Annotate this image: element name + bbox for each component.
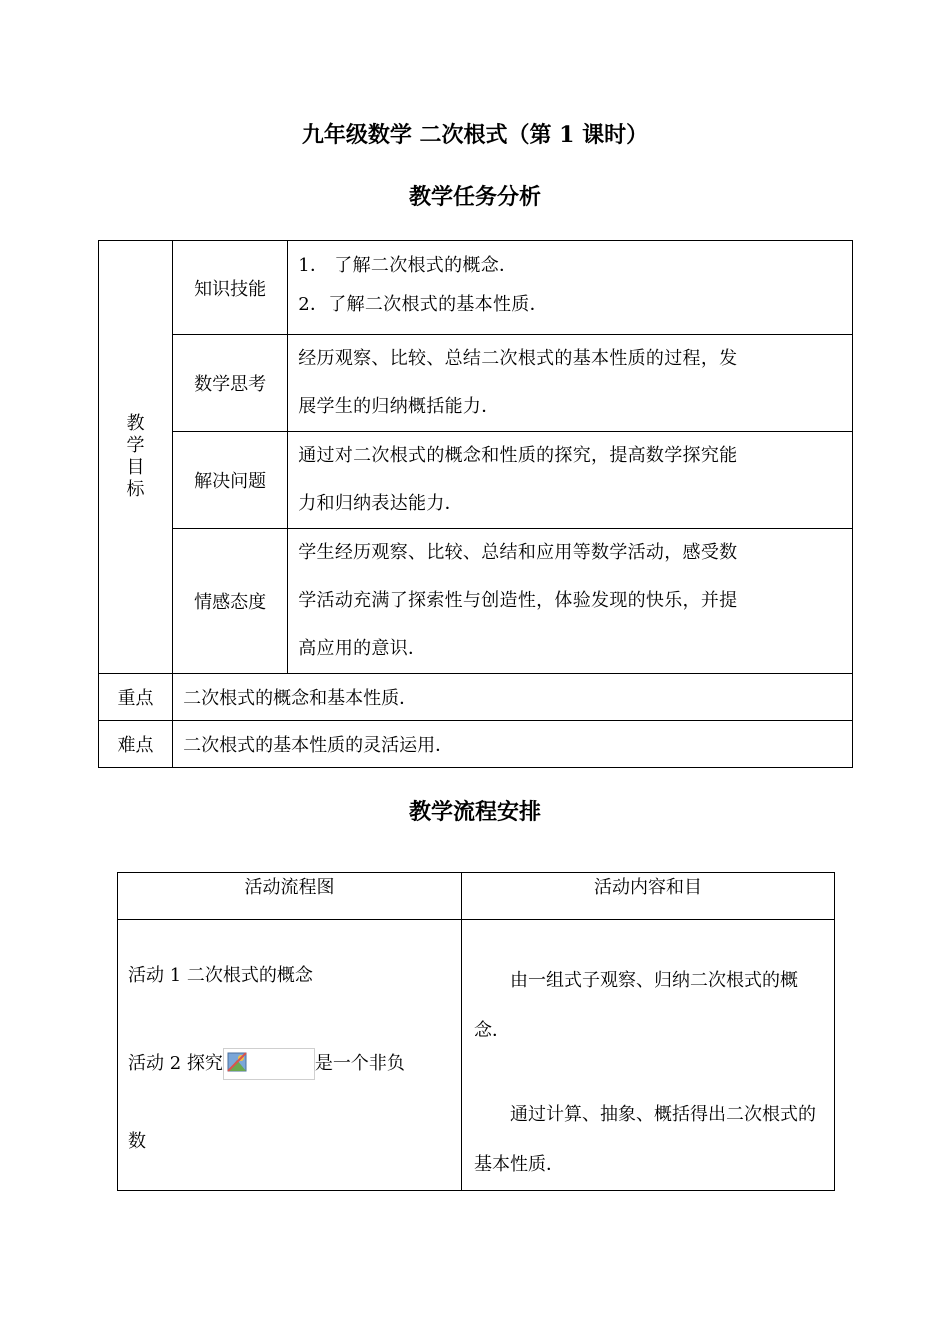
goal-line: 通过对二次根式的概念和性质的探究，提高数学探究能 (298, 445, 738, 466)
aspect-emotion: 情感态度 (173, 529, 288, 674)
goal-line: 经历观察、比较、总结二次根式的基本性质的过程，发 (298, 348, 738, 369)
flow-right-header: 活动内容和目 (462, 873, 835, 920)
aspect-thinking: 数学思考 (173, 335, 288, 432)
goal-line: 展学生的归纳概括能力． (298, 396, 500, 417)
difficulty-label: 难点 (99, 721, 173, 768)
task-analysis-table (98, 240, 853, 768)
key-point-label: 重点 (99, 674, 173, 721)
page-title: 九年级数学 二次根式（第 1 课时） (301, 122, 649, 148)
broken-image-icon (223, 1048, 315, 1080)
goal-line: 学生经历观察、比较、总结和应用等数学活动，感受数 (298, 542, 738, 563)
goals-label-char: 目 (126, 457, 145, 478)
content-1: 由一组式子观察、归纳二次根式的概念． (474, 970, 798, 1041)
aspect-knowledge: 知识技能 (173, 241, 288, 335)
goals-label-char: 教 (126, 413, 145, 434)
key-point-text: 二次根式的概念和基本性质． (173, 674, 853, 721)
activity-1: 活动 1 二次根式的概念 (128, 965, 313, 986)
goal-content-problem-solving (288, 432, 853, 529)
activity-2-text-after: 是一个非负 (314, 1053, 405, 1074)
activity-2-text: 活动 2 探究 (128, 1053, 223, 1074)
goal-line: 力和归纳表达能力． (298, 493, 463, 514)
activity-2-tail: 数 (128, 1131, 146, 1152)
goals-label-char: 标 (126, 479, 145, 500)
flow-activities (118, 920, 462, 1191)
goal-line: 学活动充满了探索性与创造性，体验发现的快乐，并提 (298, 590, 738, 611)
goal-content-thinking (288, 335, 853, 432)
flow-left-header: 活动流程图 (118, 873, 462, 920)
goals-label (99, 241, 173, 674)
flow-contents (462, 920, 835, 1191)
section-title-task-analysis: 教学任务分析 (408, 184, 541, 210)
content-2: 通过计算、抽象、概括得出二次根式的基本性质． (474, 1104, 816, 1175)
goal-content-knowledge (288, 241, 853, 335)
activity-2 (128, 1044, 451, 1084)
flow-table (117, 872, 835, 1191)
goal-line: 高应用的意识． (298, 638, 427, 659)
goal-content-emotion (288, 529, 853, 674)
difficulty-text: 二次根式的基本性质的灵活运用． (173, 721, 853, 768)
goal-line: 2．了解二次根式的基本性质． (298, 293, 548, 315)
goal-line: 1． 了解二次根式的概念． (298, 254, 518, 276)
goals-label-char: 学 (126, 435, 145, 456)
aspect-problem-solving: 解决问题 (173, 432, 288, 529)
section-title-flow: 教学流程安排 (408, 799, 541, 825)
